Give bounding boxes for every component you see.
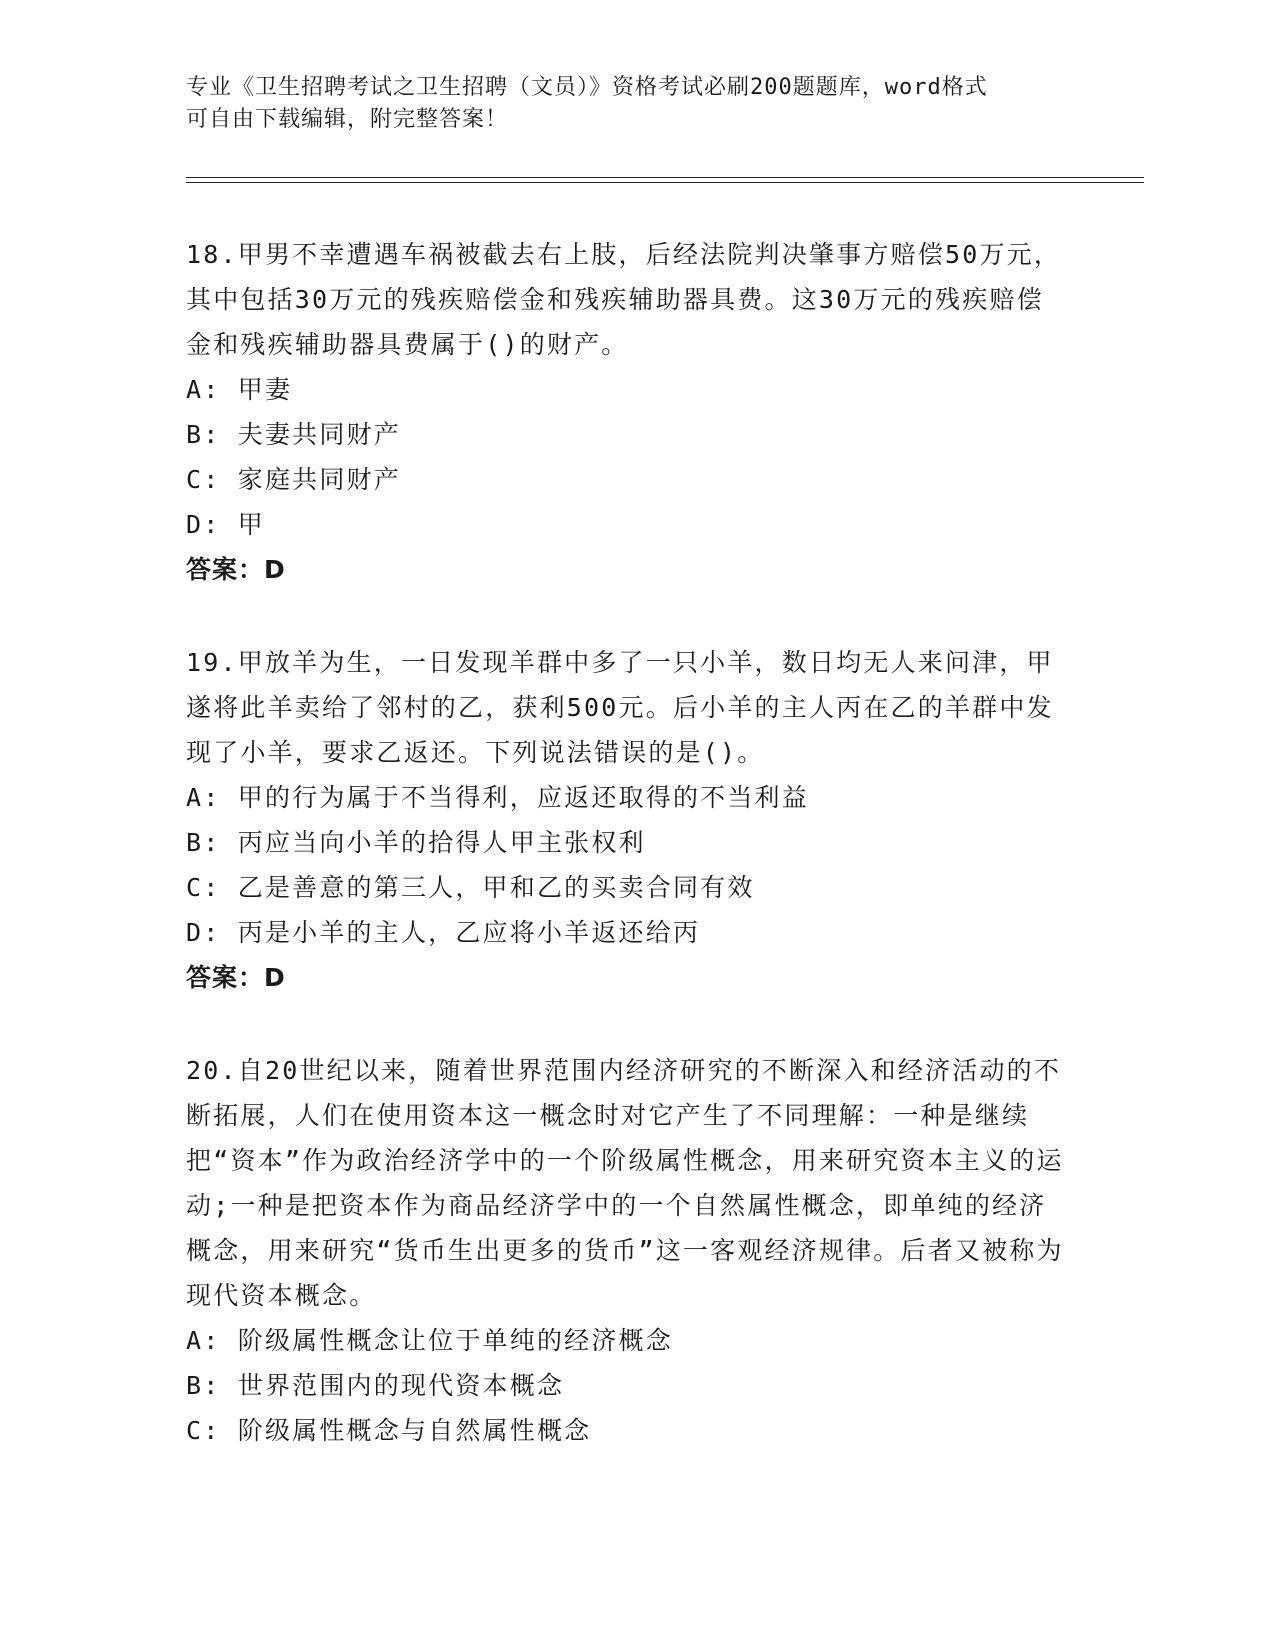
header-line-2: 可自由下载编辑，附完整答案！: [186, 107, 509, 132]
question-20: [186, 1048, 1066, 1453]
option-a: A: 甲的行为属于不当得利，应返还取得的不当利益: [186, 783, 809, 812]
answer-line: 答案：D: [186, 963, 286, 992]
option-b: B: 夫妻共同财产: [186, 420, 401, 449]
option-c: C: 阶级属性概念与自然属性概念: [186, 1416, 592, 1445]
question-stem: 19.甲放羊为生，一日发现羊群中多了一只小羊，数日均无人来问津，甲遂将此羊卖给了邻村的乙，获利500元。后小羊的主人丙在乙的羊群中发现了小羊，要求乙返还。下列说法错误的是()。: [186, 648, 1054, 767]
question-stem: 20.自20世纪以来，随着世界范围内经济研究的不断深入和经济活动的不断拓展，人们在使用资本这一概念时对它产生了不同理解：一种是继续把“资本”作为政治经济学中的一个阶级属性概念，用来研究资本主义的运动;一种是把资本作为商品经济学中的一个自然属性概念，即单纯的经济概念，用来研究“货币生出更多的货币”这一客观经济规律。后者又被称为现代资本概念。: [186, 1056, 1064, 1310]
option-c: C: 家庭共同财产: [186, 465, 401, 494]
header-line-1: 专业《卫生招聘考试之卫生招聘（文员）》资格考试必刷200题题库，word格式: [186, 75, 988, 100]
answer-line: 答案：D: [186, 555, 286, 584]
option-b: B: 丙应当向小羊的拾得人甲主张权利: [186, 828, 646, 857]
document-header: [186, 72, 1066, 136]
question-19: [186, 640, 1066, 1000]
option-d: D: 丙是小羊的主人，乙应将小羊返还给丙: [186, 918, 701, 947]
option-d: D: 甲: [186, 510, 265, 539]
option-a: A: 甲妻: [186, 375, 293, 404]
option-b: B: 世界范围内的现代资本概念: [186, 1371, 565, 1400]
header-divider: [186, 177, 1144, 183]
question-18: [186, 232, 1066, 592]
option-a: A: 阶级属性概念让位于单纯的经济概念: [186, 1326, 673, 1355]
question-stem: 18.甲男不幸遭遇车祸被截去右上肢，后经法院判决肇事方赔偿50万元，其中包括30万元的残疾赔偿金和残疾辅助器具费。这30万元的残疾赔偿金和残疾辅助器具费属于()的财产。: [186, 240, 1062, 359]
option-c: C: 乙是善意的第三人，甲和乙的买卖合同有效: [186, 873, 755, 902]
